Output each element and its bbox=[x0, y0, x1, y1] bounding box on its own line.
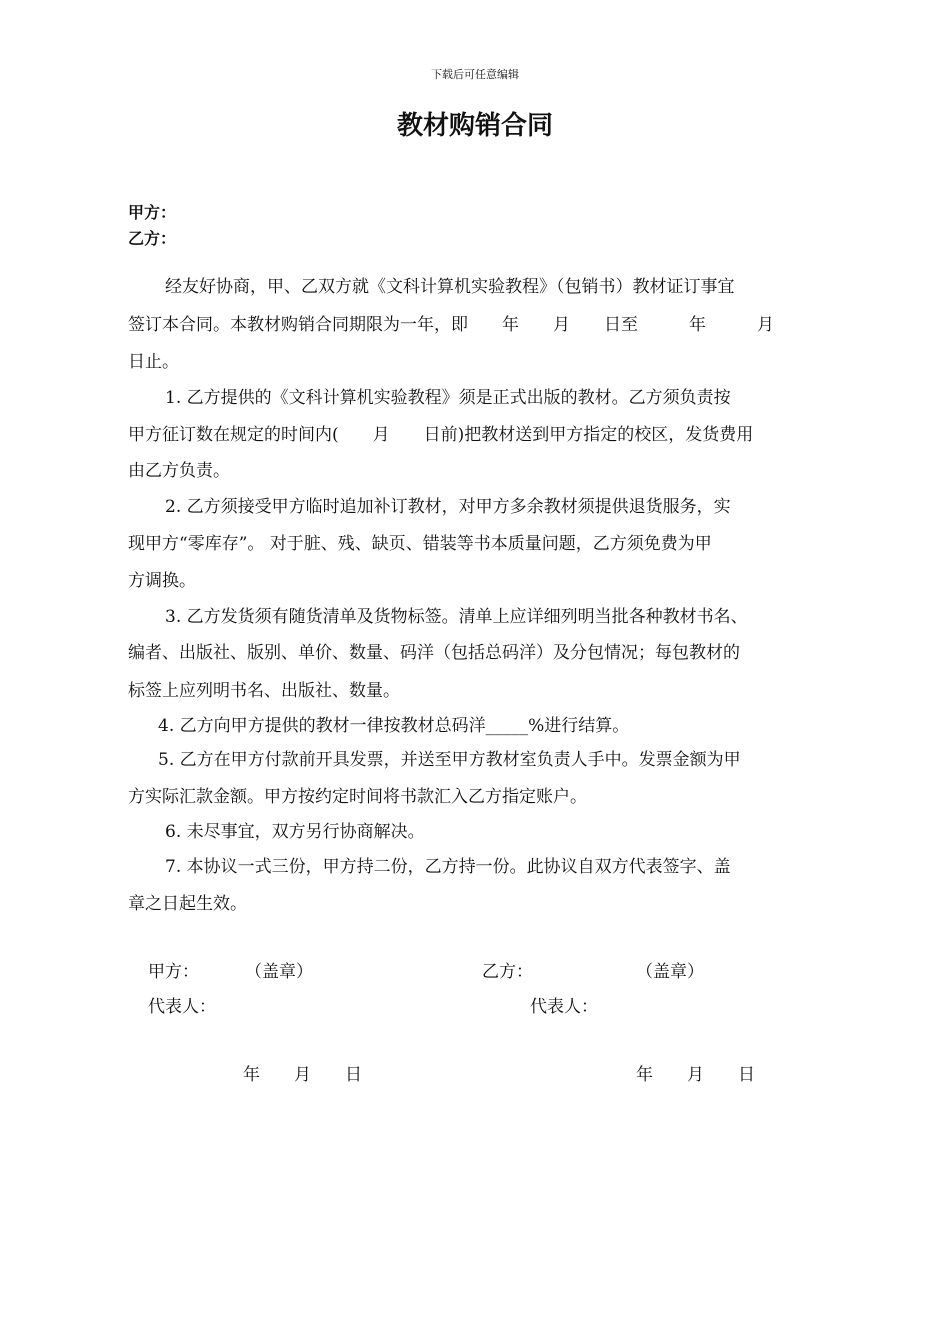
sign-party-b-seal: （盖章） bbox=[636, 962, 704, 982]
body-line: 标签上应列明书名、出版社、数量。 bbox=[128, 681, 400, 701]
sign-party-a-seal: （盖章） bbox=[245, 962, 313, 982]
header-note: 下载后可任意编辑 bbox=[431, 68, 519, 81]
clause-6: 6. 未尽事宜，双方另行协商解决。 bbox=[165, 822, 425, 842]
body-line: 经友好协商，甲、乙双方就《文科计算机实验教程》（包销书）教材证订事宜 bbox=[165, 277, 735, 297]
party-a-line: 甲方： bbox=[128, 203, 177, 222]
sign-date-b: 年 月 日 bbox=[636, 1065, 755, 1085]
body-line: 章之日起生效。 bbox=[128, 894, 247, 914]
sign-rep-a: 代表人： bbox=[148, 997, 216, 1017]
document-title: 教材购销合同 bbox=[396, 111, 553, 141]
clause-7: 7. 本协议一式三份，甲方持二份，乙方持一份。此协议自双方代表签字、盖 bbox=[165, 857, 731, 877]
body-line: 方实际汇款金额。甲方按约定时间将书款汇入乙方指定账户。 bbox=[128, 787, 587, 807]
sign-party-a-label: 甲方： bbox=[148, 962, 199, 982]
party-b-line: 乙方： bbox=[128, 229, 177, 248]
clause-3: 3. 乙方发货须有随货清单及货物标签。清单上应详细列明当批各种教材书名、 bbox=[165, 607, 748, 627]
clause-2: 2. 乙方须接受甲方临时追加补订教材，对甲方多余教材须提供退货服务，实 bbox=[165, 497, 731, 517]
clause-1: 1. 乙方提供的《文科计算机实验教程》须是正式出版的教材。乙方须负责按 bbox=[165, 388, 731, 408]
body-line: 甲方征订数在规定的时间内( 月 日前)把教材送到甲方指定的校区，发货费用 bbox=[128, 425, 754, 445]
body-line: 由乙方负责。 bbox=[128, 461, 230, 481]
body-line: 方调换。 bbox=[128, 571, 196, 591]
sign-date-a: 年 月 日 bbox=[243, 1065, 362, 1085]
body-line: 编者、出版社、版别、单价、数量、码洋（包括总码洋）及分包情况；每包教材的 bbox=[128, 643, 740, 663]
clause-5: 5. 乙方在甲方付款前开具发票，并送至甲方教材室负责人手中。发票金额为甲 bbox=[158, 750, 741, 770]
body-line: 日止。 bbox=[128, 352, 179, 372]
sign-party-b-label: 乙方： bbox=[482, 962, 533, 982]
body-line: 签订本合同。本教材购销合同期限为一年，即 年 月 日至 年 月 bbox=[128, 315, 774, 335]
clause-4: 4. 乙方向甲方提供的教材一律按教材总码洋_____%进行结算。 bbox=[158, 716, 630, 736]
body-line: 现甲方“零库存”。 对于脏、残、缺页、错装等书本质量问题，乙方须免费为甲 bbox=[128, 534, 712, 554]
sign-rep-b: 代表人： bbox=[530, 997, 598, 1017]
